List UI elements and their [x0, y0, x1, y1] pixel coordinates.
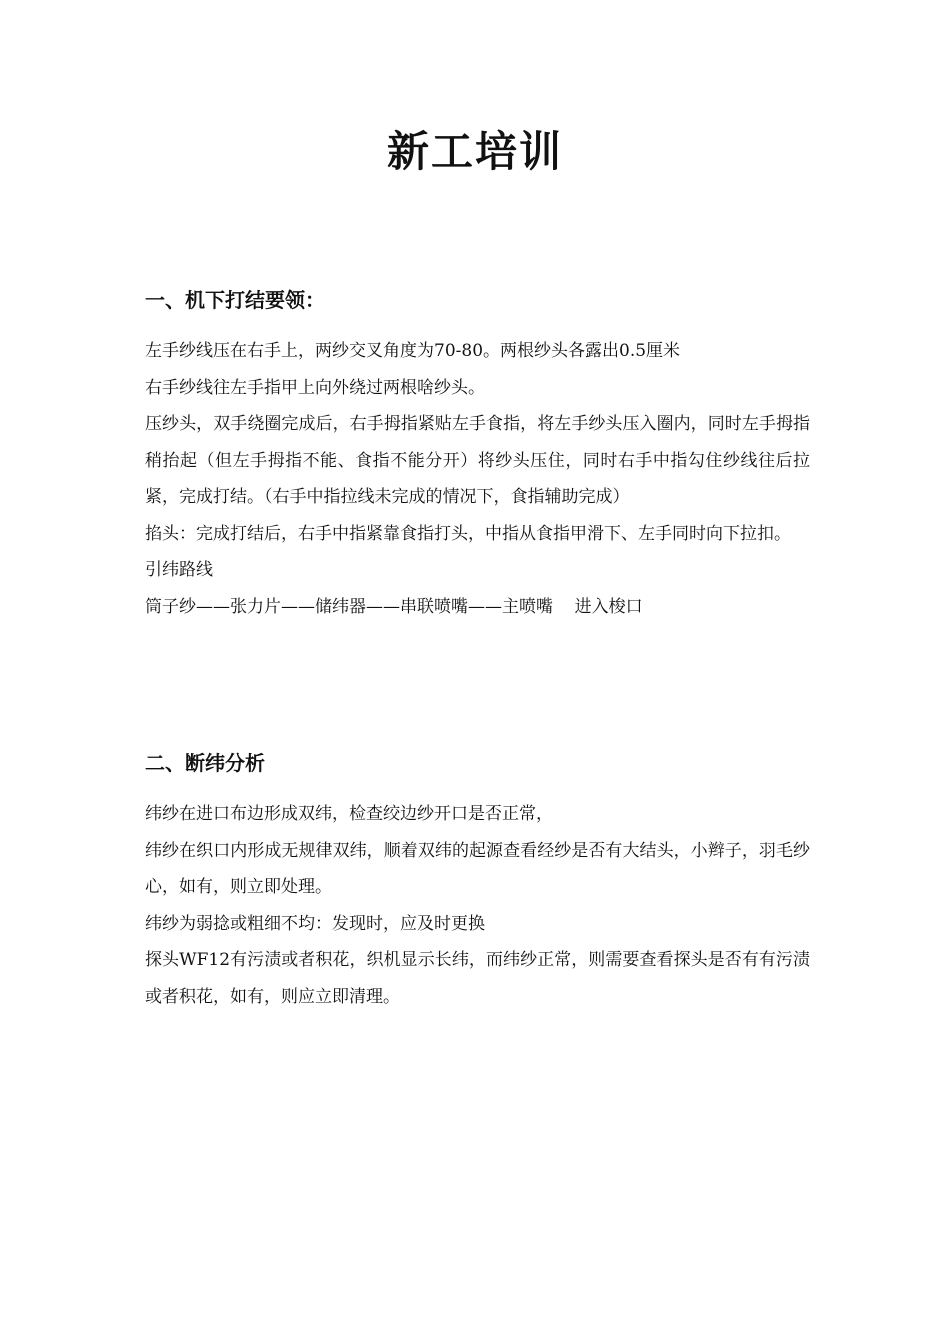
paragraph: 纬纱在进口布边形成双纬，检查绞边纱开口是否正常， [145, 804, 553, 824]
paragraph: 纬纱在织口内形成无规律双纬，顺着双纬的起源查看经纱是否有大结头，小辫子，羽毛纱心，如有，则立即处理。 [145, 840, 810, 897]
document-title: 新工培训 [386, 127, 563, 176]
paragraph: 右手纱线往左手指甲上向外绕过两根啥纱头。 [145, 377, 485, 398]
paragraph: 筒子纱——张力片——储纬器——串联喷嘴——主喷嘴 进入梭口 [145, 596, 643, 617]
section-weft-break-analysis [145, 748, 810, 1015]
section-heading: 二、断纬分析 [145, 751, 265, 775]
section-knotting [145, 285, 810, 625]
paragraph: 压纱头，双手绕圈完成后，右手拇指紧贴左手食指，将左手纱头压入圈内，同时左手拇指稍抬起（但左手拇指不能、食指不能分开）将纱头压住，同时右手中指勾住纱线往后拉紧，完成打结。（右手中指拉线未完成的情况下，食指辅助完成） [145, 414, 810, 507]
paragraph: 纬纱为弱捻或粗细不均：发现时，应及时更换 [145, 913, 485, 934]
section-heading: 一、机下打结要领： [145, 288, 325, 312]
paragraph: 掐头：完成打结后，右手中指紧靠食指打头，中指从食指甲滑下、左手同时向下拉扣。 [145, 523, 791, 544]
paragraph: 引纬路线 [145, 560, 213, 580]
paragraph: 左手纱线压在右手上，两纱交叉角度为70-80。两根纱头各露出0.5厘米 [145, 341, 681, 361]
paragraph: 探头WF12有污渍或者积花，织机显示长纬，而纬纱正常，则需要查看探头是否有有污渍或者积花，如有，则应立即清理。 [145, 950, 810, 1007]
